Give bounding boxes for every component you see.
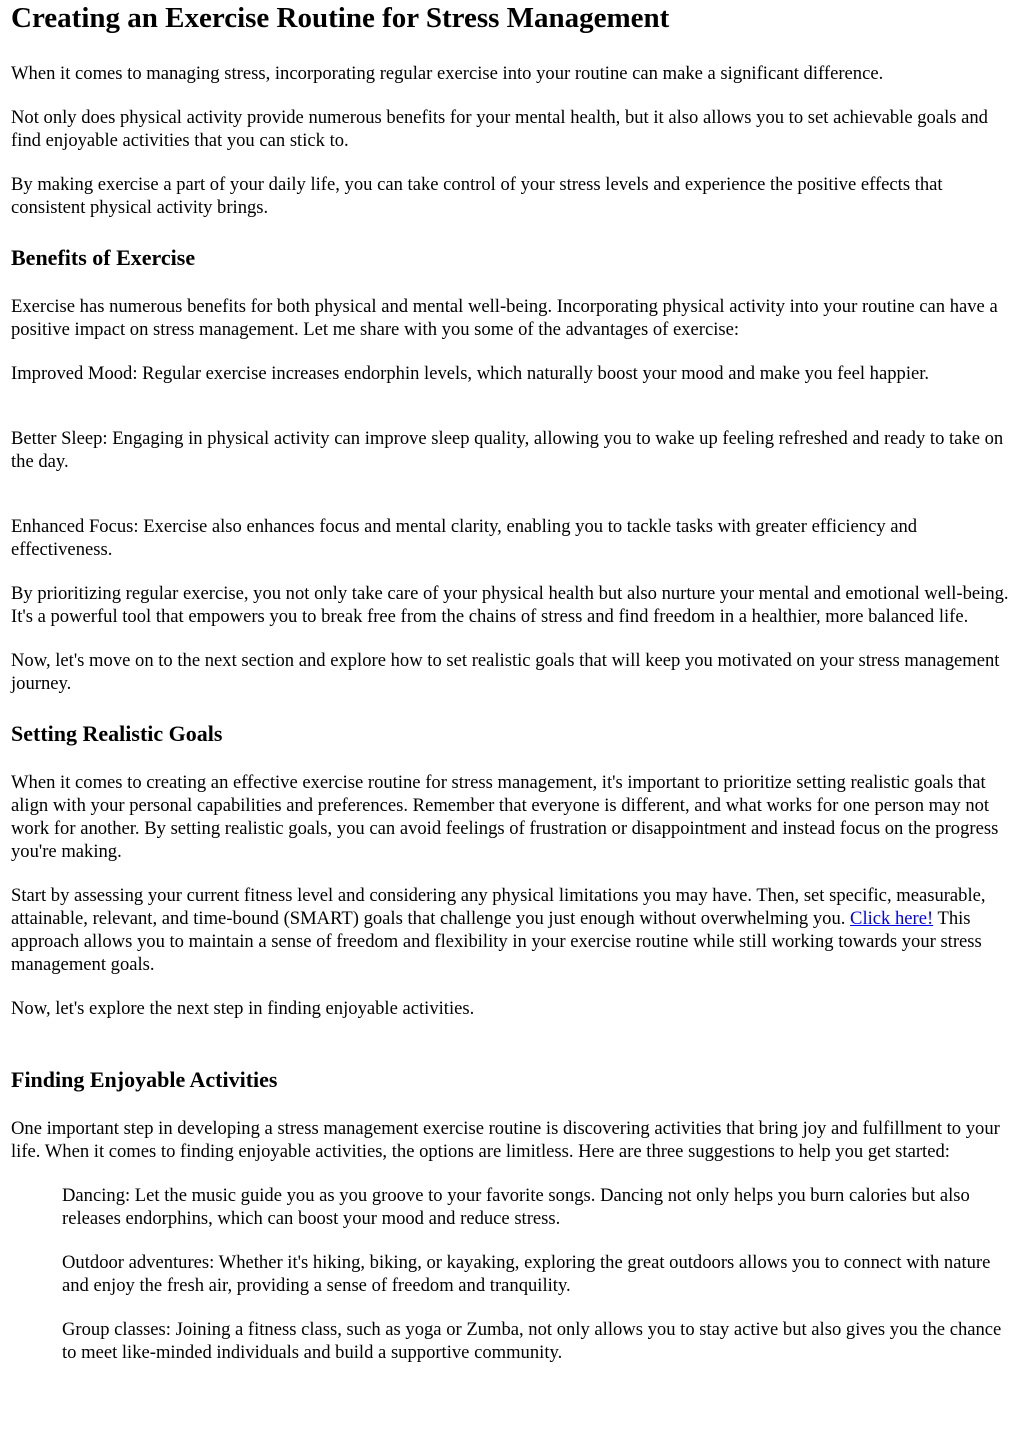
benefits-heading: Benefits of Exercise [11, 245, 196, 270]
benefit-item-sleep: Better Sleep: Engaging in physical activity can improve sleep quality, allowing you to wake up feeling refreshed and ready to take on the day. [11, 428, 1004, 472]
list-item: Outdoor adventures: Whether it's hiking, biking, or kayaking, exploring the great outdoors allows you to connect with nature and enjoy the fresh air, providing a sense of freedom and tranquility. [62, 1252, 991, 1296]
benefit-item-focus: Enhanced Focus: Exercise also enhances focus and mental clarity, enabling you to tackle tasks with greater efficiency and effectiveness. [11, 516, 918, 560]
goals-paragraph-1: When it comes to creating an effective exercise routine for stress management, it's important to prioritize setting realistic goals that align with your personal capabilities and preferences. Remember that everyone is different, and what works for one person may not work for another. By setting realistic goals, you can avoid feelings of frustration or disappointment and instead focus on the progress you're making. [11, 772, 999, 862]
benefits-closing-2: Now, let's move on to the next section and explore how to set realistic goals that will keep you motivated on your stress management journey. [11, 650, 1000, 694]
benefits-intro: Exercise has numerous benefits for both physical and mental well-being. Incorporating physical activity into your routine can have a positive impact on stress management. Let me share with you some of the advantages of exercise: [11, 296, 998, 340]
click-here-link[interactable]: Click here! [850, 908, 934, 929]
goals-paragraph-2-start: Start by assessing your current fitness level and considering any physical limitations you may have. Then, set specific, measurable, attainable, relevant, and time-bound (SMART) goals that challenge you just enough without overwhelming you. [11, 885, 986, 929]
goals-paragraph-3: Now, let's explore the next step in finding enjoyable activities. [11, 998, 475, 1019]
goals-paragraph-2-end: This approach allows you to maintain a sense of freedom and flexibility in your exercise routine while still working towards your stress management goals. [11, 908, 982, 975]
goals-heading: Setting Realistic Goals [11, 721, 223, 746]
list-item: Dancing: Let the music guide you as you groove to your favorite songs. Dancing not only helps you burn calories but also releases endorphins, which can boost your mood and reduce stress. [62, 1185, 970, 1229]
intro-paragraph-1: When it comes to managing stress, incorporating regular exercise into your routine can make a significant difference. [11, 63, 884, 84]
intro-paragraph-2: Not only does physical activity provide numerous benefits for your mental health, but it also allows you to set achievable goals and find enjoyable activities that you can stick to. [11, 107, 988, 151]
activities-heading: Finding Enjoyable Activities [11, 1067, 278, 1092]
benefit-item-mood: Improved Mood: Regular exercise increases endorphin levels, which naturally boost your mood and make you feel happier. [11, 363, 930, 384]
benefits-closing-1: By prioritizing regular exercise, you not only take care of your physical health but also nurture your mental and emotional well-being. It's a powerful tool that empowers you to break free from the chains of stress and find freedom in a healthier, more balanced life. [11, 583, 1009, 627]
page-title: Creating an Exercise Routine for Stress Management [11, 2, 670, 34]
intro-paragraph-3: By making exercise a part of your daily life, you can take control of your stress levels and experience the positive effects that consistent physical activity brings. [11, 174, 943, 218]
activities-list [11, 1184, 1014, 1364]
list-item: Group classes: Joining a fitness class, such as yoga or Zumba, not only allows you to stay active but also gives you the chance to meet like-minded individuals and build a supportive community. [62, 1319, 1002, 1363]
goals-paragraph-2 [11, 884, 1014, 976]
activities-intro: One important step in developing a stress management exercise routine is discovering activities that bring joy and fulfillment to your life. When it comes to finding enjoyable activities, the options are limitless. Here are three suggestions to help you get started: [11, 1118, 1000, 1162]
